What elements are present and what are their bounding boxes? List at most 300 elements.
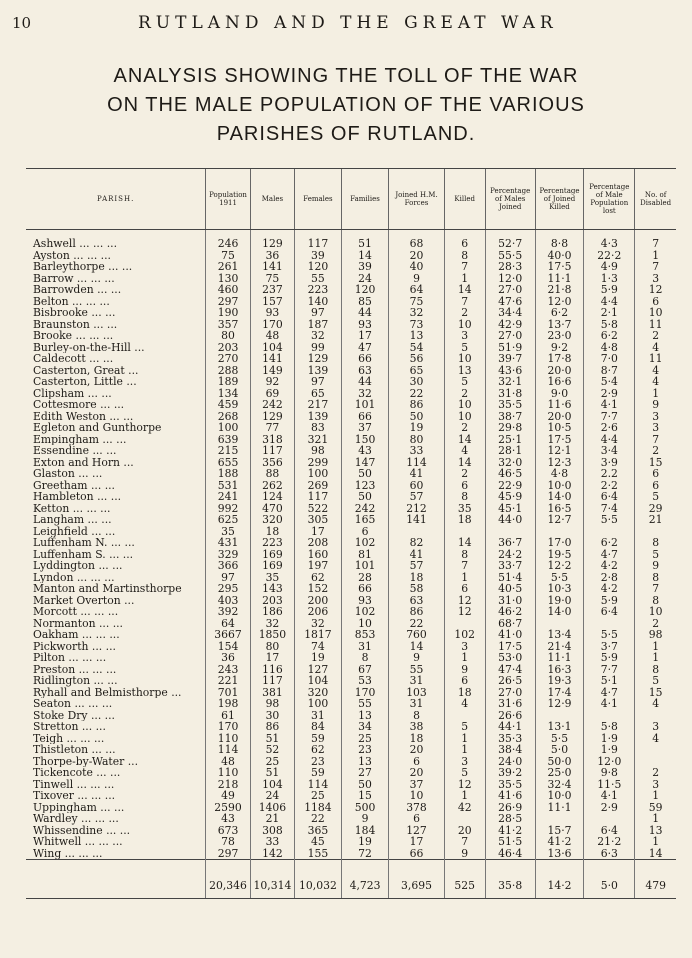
value-cell: 32: [295, 330, 342, 342]
value-cell: 170: [341, 687, 389, 699]
value-cell: 14: [389, 641, 444, 653]
value-cell: 102: [341, 537, 389, 549]
value-cell: 98: [635, 629, 676, 641]
value-cell: 357: [206, 319, 250, 331]
value-cell: 15·7: [535, 825, 584, 837]
value-cell: 22·2: [584, 250, 635, 262]
value-cell: 20: [389, 767, 444, 779]
value-cell: 102: [341, 606, 389, 618]
value-cell: [635, 756, 676, 768]
value-cell: 14·0: [535, 491, 584, 503]
value-cell: 5·5: [584, 629, 635, 641]
table-row: [26, 549, 676, 561]
value-cell: 17·5: [485, 641, 535, 653]
value-cell: 20: [389, 744, 444, 756]
value-cell: 40·0: [535, 250, 584, 262]
parish-name-cell: Thistleton ... ...: [33, 744, 116, 756]
value-cell: 25: [341, 733, 389, 745]
value-cell: 17·5: [535, 261, 584, 273]
value-cell: 23: [341, 744, 389, 756]
value-cell: 320: [295, 687, 342, 699]
value-cell: 1·3: [584, 273, 635, 285]
value-cell: 65: [295, 388, 342, 400]
table-row: [26, 445, 676, 457]
value-cell: 14: [444, 284, 485, 296]
parish-name-cell: Glaston ... ...: [33, 468, 103, 480]
table-row: [26, 779, 676, 791]
value-cell: 1: [635, 652, 676, 664]
value-cell: 223: [250, 537, 294, 549]
value-cell: 5: [444, 342, 485, 354]
value-cell: 200: [295, 595, 342, 607]
value-cell: 35: [250, 572, 294, 584]
value-cell: 10·0: [535, 790, 584, 802]
parish-name-cell: Casterton, Little ...: [33, 376, 137, 388]
value-cell: 120: [341, 284, 389, 296]
parish-name-cell: Tickencote ... ...: [33, 767, 121, 779]
value-cell: 460: [206, 284, 250, 296]
value-cell: 65: [389, 365, 444, 377]
value-cell: 66: [341, 411, 389, 423]
value-cell: 12: [635, 284, 676, 296]
value-cell: [535, 813, 584, 825]
value-cell: 31·8: [485, 388, 535, 400]
parish-name-cell: Luffenham S. ... ...: [33, 548, 134, 560]
value-cell: 459: [206, 399, 250, 411]
value-cell: 10,314: [250, 874, 294, 899]
value-cell: 165: [341, 514, 389, 526]
value-cell: 73: [389, 319, 444, 331]
value-cell: [444, 618, 485, 630]
value-cell: 31·0: [485, 595, 535, 607]
table-row: [26, 319, 676, 331]
value-cell: 45·1: [485, 503, 535, 515]
parish-name-cell: Essendine ... ...: [33, 445, 117, 457]
value-cell: 13: [341, 756, 389, 768]
value-cell: 9·2: [535, 342, 584, 354]
value-cell: 365: [295, 825, 342, 837]
value-cell: 4·4: [584, 434, 635, 446]
value-cell: 29·8: [485, 422, 535, 434]
running-title: RUTLAND AND THE GREAT WAR: [138, 13, 558, 33]
value-cell: 8·8: [535, 238, 584, 250]
value-cell: 75: [389, 296, 444, 308]
value-cell: 26·6: [485, 710, 535, 722]
value-cell: 41·2: [535, 836, 584, 848]
value-cell: 102: [444, 629, 485, 641]
value-cell: 11·1: [535, 802, 584, 814]
value-cell: 4,723: [341, 874, 389, 899]
value-cell: 32·1: [485, 376, 535, 388]
value-cell: 297: [206, 848, 250, 860]
table-row: [26, 560, 676, 572]
value-cell: 268: [206, 411, 250, 423]
table-row: [26, 250, 676, 262]
value-cell: 45·9: [485, 491, 535, 503]
table-row: [26, 848, 676, 860]
value-cell: 20: [389, 250, 444, 262]
value-cell: 38: [389, 721, 444, 733]
value-cell: 318: [250, 434, 294, 446]
value-cell: 82: [389, 537, 444, 549]
value-cell: 3: [635, 422, 676, 434]
table-row: [26, 618, 676, 630]
value-cell: 25: [250, 756, 294, 768]
parish-name-cell: Preston ... ... ...: [33, 663, 117, 675]
value-cell: 9: [635, 560, 676, 572]
value-cell: 100: [295, 698, 342, 710]
value-cell: 28: [341, 572, 389, 584]
value-cell: 11: [635, 319, 676, 331]
value-cell: [250, 860, 294, 875]
value-cell: 261: [206, 261, 250, 273]
value-cell: 114: [295, 779, 342, 791]
value-cell: 66: [341, 353, 389, 365]
table-row: [26, 836, 676, 848]
value-cell: 1: [635, 790, 676, 802]
value-cell: 7: [444, 836, 485, 848]
value-cell: [485, 860, 535, 875]
value-cell: 100: [295, 468, 342, 480]
column-header: Males: [250, 169, 294, 230]
spacer-row: [26, 860, 676, 875]
value-cell: 140: [295, 296, 342, 308]
value-cell: 3667: [206, 629, 250, 641]
value-cell: 55·5: [485, 250, 535, 262]
value-cell: 52: [250, 744, 294, 756]
value-cell: 5·0: [535, 744, 584, 756]
value-cell: 11·1: [535, 273, 584, 285]
value-cell: 53: [341, 675, 389, 687]
value-cell: [250, 230, 294, 239]
parish-name-cell: Lyndon ... ... ...: [33, 571, 115, 583]
value-cell: [341, 230, 389, 239]
value-cell: 2: [635, 618, 676, 630]
value-cell: [444, 230, 485, 239]
value-cell: 2·6: [584, 422, 635, 434]
value-cell: 169: [250, 560, 294, 572]
value-cell: 241: [206, 491, 250, 503]
value-cell: 54: [389, 342, 444, 354]
value-cell: 40: [389, 261, 444, 273]
value-cell: 1: [444, 273, 485, 285]
value-cell: 4: [635, 698, 676, 710]
value-cell: 31: [295, 710, 342, 722]
value-cell: 17: [341, 330, 389, 342]
value-cell: 7: [444, 296, 485, 308]
value-cell: 35: [206, 526, 250, 538]
value-cell: 2·8: [584, 572, 635, 584]
value-cell: 237: [250, 284, 294, 296]
value-cell: 8: [635, 595, 676, 607]
value-cell: 43: [341, 445, 389, 457]
value-cell: 59: [295, 767, 342, 779]
value-cell: 15: [635, 687, 676, 699]
value-cell: 18: [444, 687, 485, 699]
value-cell: 56: [389, 353, 444, 365]
value-cell: [535, 860, 584, 875]
value-cell: 39: [341, 261, 389, 273]
value-cell: 41·0: [485, 629, 535, 641]
value-cell: 1: [635, 641, 676, 653]
value-cell: 21·8: [535, 284, 584, 296]
column-header: PARISH.: [26, 169, 206, 230]
value-cell: 10: [389, 790, 444, 802]
parish-name-cell: Exton and Horn ...: [33, 456, 134, 468]
value-cell: 10: [635, 307, 676, 319]
value-cell: 100: [206, 422, 250, 434]
value-cell: 104: [295, 675, 342, 687]
value-cell: 104: [250, 342, 294, 354]
parish-name-cell: [26, 230, 206, 239]
parish-name-cell: Braunston ... ...: [33, 318, 118, 330]
value-cell: 154: [206, 641, 250, 653]
value-cell: 2: [444, 388, 485, 400]
value-cell: 2590: [206, 802, 250, 814]
value-cell: 141: [389, 514, 444, 526]
value-cell: 366: [206, 560, 250, 572]
parish-name-cell: Luffenham N. ... ...: [33, 537, 135, 549]
value-cell: 16·5: [535, 503, 584, 515]
value-cell: 97: [295, 376, 342, 388]
value-cell: 9: [444, 664, 485, 676]
value-cell: 4·4: [584, 296, 635, 308]
table-row: [26, 399, 676, 411]
value-cell: 43: [206, 813, 250, 825]
value-cell: 329: [206, 549, 250, 561]
value-cell: 97: [206, 572, 250, 584]
value-cell: 52·7: [485, 238, 535, 250]
value-cell: 7: [635, 434, 676, 446]
value-cell: [635, 230, 676, 239]
value-cell: 88: [250, 468, 294, 480]
value-cell: 47: [341, 342, 389, 354]
value-cell: 117: [295, 491, 342, 503]
value-cell: 14: [635, 848, 676, 860]
value-cell: 4·7: [584, 549, 635, 561]
value-cell: 269: [295, 480, 342, 492]
value-cell: 32: [295, 618, 342, 630]
parish-name-cell: Manton and Martinsthorpe: [33, 583, 182, 595]
value-cell: [206, 860, 250, 875]
value-cell: 308: [250, 825, 294, 837]
value-cell: 31: [389, 698, 444, 710]
table-row: [26, 261, 676, 273]
value-cell: 6·4: [584, 491, 635, 503]
value-cell: 3: [635, 411, 676, 423]
value-cell: 16·3: [535, 664, 584, 676]
value-cell: 378: [389, 802, 444, 814]
value-cell: 15: [341, 790, 389, 802]
value-cell: 117: [250, 445, 294, 457]
value-cell: 431: [206, 537, 250, 549]
table-row: [26, 721, 676, 733]
value-cell: 531: [206, 480, 250, 492]
column-header: Population 1911: [206, 169, 250, 230]
value-cell: 7·0: [584, 353, 635, 365]
value-cell: 24: [341, 273, 389, 285]
value-cell: [535, 618, 584, 630]
value-cell: 13·7: [535, 319, 584, 331]
value-cell: 19·0: [535, 595, 584, 607]
value-cell: 31: [389, 675, 444, 687]
value-cell: 2.2: [584, 468, 635, 480]
value-cell: 7: [444, 560, 485, 572]
value-cell: 5·8: [584, 721, 635, 733]
value-cell: 28·3: [485, 261, 535, 273]
value-cell: [444, 526, 485, 538]
value-cell: [444, 860, 485, 875]
table-row: [26, 284, 676, 296]
value-cell: 8: [389, 710, 444, 722]
value-cell: 760: [389, 629, 444, 641]
value-cell: 63: [341, 365, 389, 377]
table-row: [26, 457, 676, 469]
table-row: [26, 468, 676, 480]
value-cell: 150: [341, 434, 389, 446]
value-cell: 198: [206, 698, 250, 710]
value-cell: 6: [389, 756, 444, 768]
value-cell: 4: [444, 445, 485, 457]
value-cell: 47·6: [485, 296, 535, 308]
value-cell: 141: [250, 261, 294, 273]
table-row: [26, 526, 676, 538]
value-cell: 24·0: [485, 756, 535, 768]
value-cell: 9·0: [535, 388, 584, 400]
value-cell: 243: [206, 664, 250, 676]
value-cell: 3,695: [389, 874, 444, 899]
column-header: Joined H.M. Forces: [389, 169, 444, 230]
value-cell: 305: [295, 514, 342, 526]
value-cell: 155: [295, 848, 342, 860]
table-row: [26, 273, 676, 285]
value-cell: 21·4: [535, 641, 584, 653]
value-cell: 262: [250, 480, 294, 492]
value-cell: 5: [444, 767, 485, 779]
value-cell: 35·3: [485, 733, 535, 745]
value-cell: 4·1: [584, 698, 635, 710]
value-cell: 6·2: [584, 330, 635, 342]
value-cell: 8: [341, 652, 389, 664]
value-cell: 1: [444, 572, 485, 584]
value-cell: 78: [206, 836, 250, 848]
war-toll-table: [26, 168, 676, 899]
table-row: [26, 595, 676, 607]
value-cell: 120: [295, 261, 342, 273]
value-cell: 129: [250, 411, 294, 423]
table-row: [26, 664, 676, 676]
value-cell: 853: [341, 629, 389, 641]
value-cell: 12: [444, 779, 485, 791]
value-cell: 28·5: [485, 813, 535, 825]
column-header: Killed: [444, 169, 485, 230]
title-line: ON THE MALE POPULATION OF THE VARIOUS: [107, 94, 585, 116]
table-row: [26, 756, 676, 768]
value-cell: 28·1: [485, 445, 535, 457]
value-cell: 6: [341, 526, 389, 538]
value-cell: 35·5: [485, 399, 535, 411]
value-cell: 7: [444, 261, 485, 273]
value-cell: 2·1: [584, 307, 635, 319]
value-cell: 46·4: [485, 848, 535, 860]
value-cell: 1817: [295, 629, 342, 641]
table-row: [26, 687, 676, 699]
table-row: [26, 698, 676, 710]
value-cell: 19·3: [535, 675, 584, 687]
value-cell: 117: [295, 238, 342, 250]
table-row: [26, 514, 676, 526]
value-cell: 25: [295, 790, 342, 802]
value-cell: 35: [444, 503, 485, 515]
value-cell: [584, 230, 635, 239]
value-cell: 17·5: [535, 434, 584, 446]
value-cell: 12·0: [584, 756, 635, 768]
parish-name-cell: Ketton ... ... ...: [33, 502, 111, 514]
value-cell: 152: [295, 583, 342, 595]
value-cell: 57: [389, 560, 444, 572]
value-cell: 4·1: [584, 399, 635, 411]
parish-name-cell: Caldecott ... ...: [33, 353, 114, 365]
value-cell: 80: [389, 434, 444, 446]
value-cell: 139: [295, 365, 342, 377]
value-cell: 206: [295, 606, 342, 618]
value-cell: 129: [295, 353, 342, 365]
value-cell: 3·7: [584, 641, 635, 653]
value-cell: 639: [206, 434, 250, 446]
value-cell: 13: [444, 365, 485, 377]
value-cell: 10: [444, 411, 485, 423]
value-cell: 208: [295, 537, 342, 549]
table-row: [26, 710, 676, 722]
value-cell: 50: [341, 491, 389, 503]
parish-name-cell: Market Overton ...: [33, 594, 135, 606]
value-cell: 1184: [295, 802, 342, 814]
value-cell: 4·2: [584, 560, 635, 572]
value-cell: 4·2: [584, 583, 635, 595]
value-cell: 55: [295, 273, 342, 285]
value-cell: 223: [295, 284, 342, 296]
value-cell: 97: [295, 307, 342, 319]
value-cell: 3: [444, 641, 485, 653]
parish-name-cell: Teigh ... ... ...: [33, 732, 105, 744]
value-cell: 10·3: [535, 583, 584, 595]
parish-name-cell: Belton ... ... ...: [33, 295, 110, 307]
value-cell: 10: [635, 606, 676, 618]
table-row: [26, 330, 676, 342]
value-cell: 41: [389, 468, 444, 480]
table-row: [26, 675, 676, 687]
value-cell: 51: [250, 733, 294, 745]
value-cell: 1406: [250, 802, 294, 814]
value-cell: 295: [206, 583, 250, 595]
value-cell: 3: [444, 330, 485, 342]
parish-name-cell: Barleythorpe ... ...: [33, 261, 133, 273]
value-cell: 5·5: [535, 733, 584, 745]
value-cell: 4: [635, 376, 676, 388]
value-cell: 66: [389, 848, 444, 860]
value-cell: 1: [444, 652, 485, 664]
value-cell: 20·0: [535, 411, 584, 423]
header-row: [26, 169, 676, 230]
value-cell: 68: [389, 238, 444, 250]
value-cell: 992: [206, 503, 250, 515]
table-row: [26, 813, 676, 825]
value-cell: 42: [444, 802, 485, 814]
value-cell: 36·7: [485, 537, 535, 549]
value-cell: 50: [389, 411, 444, 423]
value-cell: 3: [444, 756, 485, 768]
value-cell: 14: [444, 457, 485, 469]
